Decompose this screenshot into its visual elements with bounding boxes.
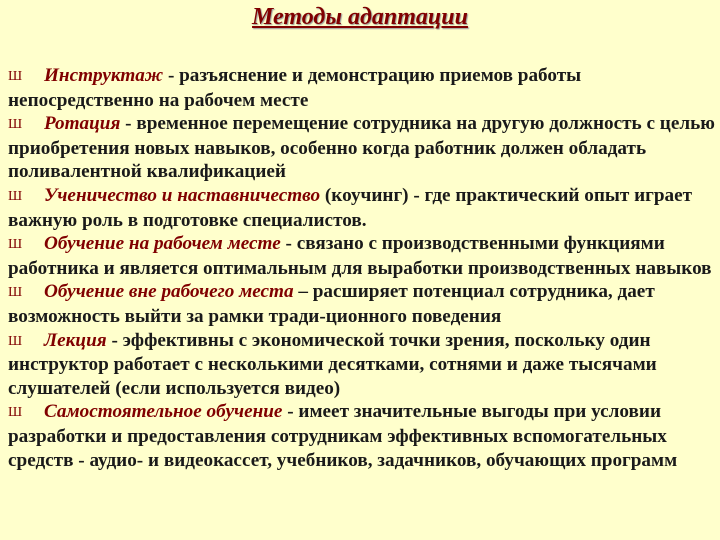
item-description: – расширяет потенциал сотрудника, дает возможность выйти за рамки тради-ционного поведения <box>8 281 655 327</box>
bullet-icon: Ш <box>8 333 23 349</box>
bullet-icon: Ш <box>8 237 23 253</box>
item-description: - связано с производственными функциями работника и является оптимальным для выработки производственных навыков <box>8 233 712 279</box>
bullet-icon: Ш <box>8 285 23 301</box>
item-term: Ученичество и наставничество <box>44 184 321 206</box>
item-description: - эффективны с экономической точки зрения, поскольку один инструктор работает с несколькими десятками, сотнями и даже тысячами слушателей (если используется видео) <box>8 329 657 399</box>
item-term: Обучение на рабочем месте <box>44 233 281 255</box>
list-item <box>8 400 716 472</box>
methods-list <box>8 64 716 472</box>
item-description: - временное перемещение сотрудника на другую должность с целью приобретения новых навыков, особенно когда работник должен обладать поливалентной квалификацией <box>8 113 715 183</box>
bullet-icon: Ш <box>8 405 23 421</box>
item-term: Самостоятельное обучение <box>44 401 283 423</box>
item-description: (коучинг) - где практический опыт играет важную роль в подготовке специалистов. <box>8 184 693 231</box>
list-item <box>8 184 716 232</box>
bullet-icon: Ш <box>8 117 23 133</box>
item-description: - разъяснение и демонстрацию приемов работы непосредственно на рабочем месте <box>8 65 582 111</box>
item-term: Обучение вне рабочего места <box>44 281 294 303</box>
item-term: Лекция <box>44 329 107 351</box>
list-item <box>8 329 716 401</box>
bullet-icon: Ш <box>8 69 23 84</box>
item-term: Инструктаж <box>44 65 164 86</box>
item-description: - имеет значительные выгоды при условии разработки и предоставления сотрудникам эффективных вспомогательных средств - аудио- и видеокассет, учебников, задачников, обучающих программ <box>8 401 678 471</box>
page-title: Методы адаптации <box>252 4 468 30</box>
list-item <box>8 64 716 112</box>
list-item <box>8 112 716 184</box>
list-item <box>8 280 716 328</box>
list-item <box>8 232 716 280</box>
bullet-icon: Ш <box>8 188 23 204</box>
item-term: Ротация <box>44 113 121 135</box>
